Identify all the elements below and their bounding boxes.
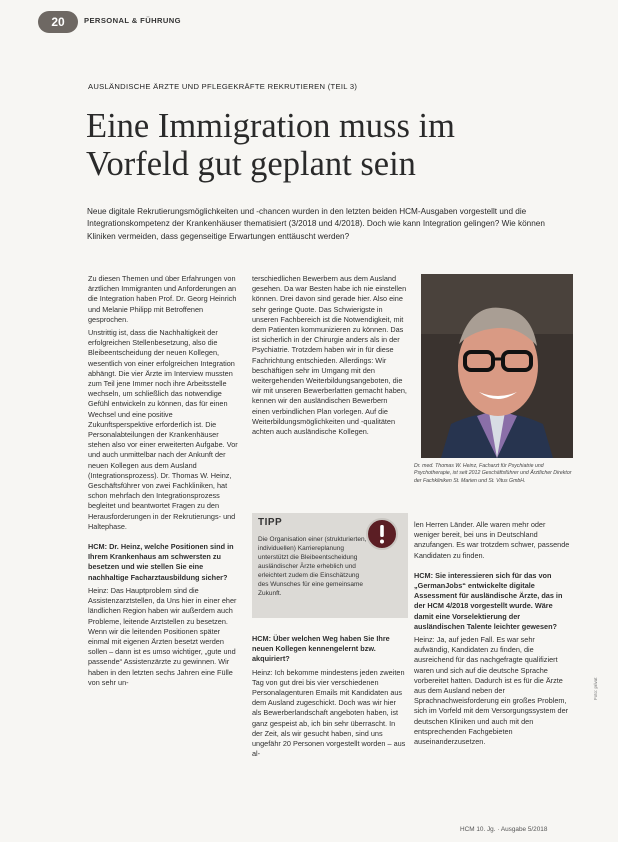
page-number-badge: [38, 11, 78, 33]
body-column-3: [414, 520, 570, 832]
tip-box: [252, 513, 408, 618]
tip-title: TIPP: [258, 517, 283, 528]
body-column-1: [88, 274, 238, 834]
body-column-2-lower: [252, 634, 407, 834]
interview-answer: Heinz: Ja, auf jeden Fall. Es war sehr aufwändig, Kandidaten zu finden, die ausreichend für das nachgefragte qualifiziert waren und sich auf die deutsche Sprache vorbereitet hatten. Dadurch ist es für die Ärzte aus dem Ausland neben der Sprachnachweisforderung ein großes Problem, sich im Vorfeld mit dem Versorgungssystem der deutschen Kliniken und auch mit den entsprechenden Fachgebieten auseinanderzusetzen.: [414, 635, 569, 747]
body-paragraph: Zu diesen Themen und über Erfahrungen von ärztlichen Immigranten und Anforderungen an die Integration haben Prof. Dr. Georg Heinrich und Melanie Philipp mit Betroffenen gesprochen.: [88, 274, 237, 324]
article-lead: Neue digitale Rekrutierungsmöglichkeiten und -chancen wurden in den letzten beiden HCM-Ausgaben vorgestellt und die Integrationskompetenz der Krankenhäuser thematisiert (3/2018 und 4/2018). Doch wie kann Integration gelingen? Wie können Kliniken vermeiden, dass gegenseitige Erwartungen enttäuscht werden?: [87, 207, 545, 241]
interview-question: HCM: Sie interessieren sich für das von „GermanJobs“ entwickelte digitale Assessment für ausländische Ärzte, das in der HCM 4/2018 vorgestellt wurde. Wäre damit eine Vorselektierung der ausländischen Talente leichter gewesen?: [414, 570, 563, 631]
body-paragraph: len Herren Länder. Alle waren mehr oder weniger bereit, bei uns in Deutschland anzufangen. Es war trotzdem schwer, passende Kandidaten zu finden.: [414, 520, 570, 560]
article-kicker: AUSLÄNDISCHE ÄRZTE UND PFLEGEKRÄFTE REKRUTIEREN (TEIL 3): [88, 82, 358, 91]
interview-answer: Heinz: Ich bekomme mindestens jeden zweiten Tag von gut drei bis vier verschiedenen Personalagenturen Emails mit Kandidaten aus dem Ausland zugeschickt. Doch was wir hier als Bewerberlandschaft angeboten haben, ist ganz gespeist ab, ich bin sehr überrascht. In der Zeit, als wir gesucht haben, sind uns ungefähr 20 Personen vorgestellt worden – aus al-: [252, 667, 406, 759]
section-title: PERSONAL & FÜHRUNG: [84, 16, 181, 25]
exclamation-icon: [365, 517, 399, 551]
interview-question: HCM: Über welchen Weg haben Sie Ihre neuen Kollegen kennengelernt bzw. akquiriert?: [252, 634, 390, 664]
body-column-2: [252, 274, 407, 484]
interview-question: HCM: Dr. Heinz, welche Positionen sind in Ihrem Krankenhaus am schwersten zu besetzen und wie stellen Sie eine nachhaltige Facharztausbildung sicher?: [88, 542, 234, 582]
photo-credit: Foto: privat: [593, 677, 598, 700]
article-headline: Eine Immigration muss im Vorfeld gut geplant sein: [86, 107, 455, 183]
page-number: 20: [51, 15, 65, 29]
interview-answer: Heinz: Das Hauptproblem sind die Assistenzarztstellen, da Uns hier in einer eher ländlichen Region haben wir außerdem auch Probleme, leitende Arztstellen zu besetzen. Wenn wir die leitenden Positionen später einmal mit eigenen Ärzten besetzt werden sollen – dann ist es umso wichtiger, „gute und passende“ Assistenzärzte zu gewinnen. Wir haben in den letzten sechs Jahren eine Fülle von sehr un-: [88, 585, 237, 687]
portrait-photo: [421, 274, 573, 458]
portrait-illustration: [421, 274, 573, 458]
body-paragraph: Unstrittig ist, dass die Nachhaltigkeit der erfolgreichen Stellenbesetzung, also die Bleibeentscheidung der neuen Kollegen, wesentlich von einer erfolgreichen Integration abhängt. Die vier Ärzte im Interview mussten zum Teil jene Immer noch ihre Arbeitsstelle wechseln, um schließlich das notwendige Gefühl entwickeln zu können, das für einen Wechsel und eine positive Zukunftsperspektive erforderlich ist. Die Personalabteilungen der Krankenhäuser stehen also vor einer erweiterten Aufgabe. Vor und auch unmittelbar nach der Ankunft der neuen Kollegen aus dem Ausland (Integrationsprozess). Dr. Thomas W. Heinz, Geschäftsführer von zwei Fachkliniken, hat schon mehrfach den Integrationsprozess begleitet und beantwortet Fragen zu den Herausforderungen in der Rekrutierungs- und Haltephase.: [88, 328, 238, 531]
body-paragraph: terschiedlichen Bewerbern aus dem Ausland gesehen. Da war Besten habe ich nie einstellen können. Drei davon sind gerade hier. Also eine sehr geringe Quote. Das Schwierigste in unseren Fachbereich ist die Notwendigkeit, mit dem Patienten kommunizieren zu können. Das ist sicherlich in der Chirurgie anders als in der Psychiatrie. Trotzdem haben wir in für diese Fachrichtung entschieden. Allerdings: Wir beschäftigen sehr im Umgang mit den weitergehenden Weiterbildungsangeboten, die wir mit unseren Bewerberlatten gemacht haben, kennen wir den ausländischen Bewerbern einen verbindlichen Plan vorlegen. Auf die Weiterbildungsmöglichkeiten und -qualitäten achten auch ausländische Kollegen.: [252, 274, 407, 437]
tip-text: Die Organisation einer (strukturierten, individuellen) Karriereplanung unterstützt die Bleibeentscheidung ausländischer Ärzte erheblich und erleichtert zudem die Einschätzung des Wunsches für eine gemeinsame Zukunft.: [258, 536, 367, 597]
page-footer: HCM 10. Jg. · Ausgabe 5/2018: [460, 826, 548, 833]
photo-caption: Dr. med. Thomas W. Heinz, Facharzt für Psychiatrie und Psychotherapie, ist seit 2012 Geschäftsführer und Ärztlicher Direktor der Fachkliniken St. Marien und St. Vitus GmbH.: [414, 463, 572, 484]
